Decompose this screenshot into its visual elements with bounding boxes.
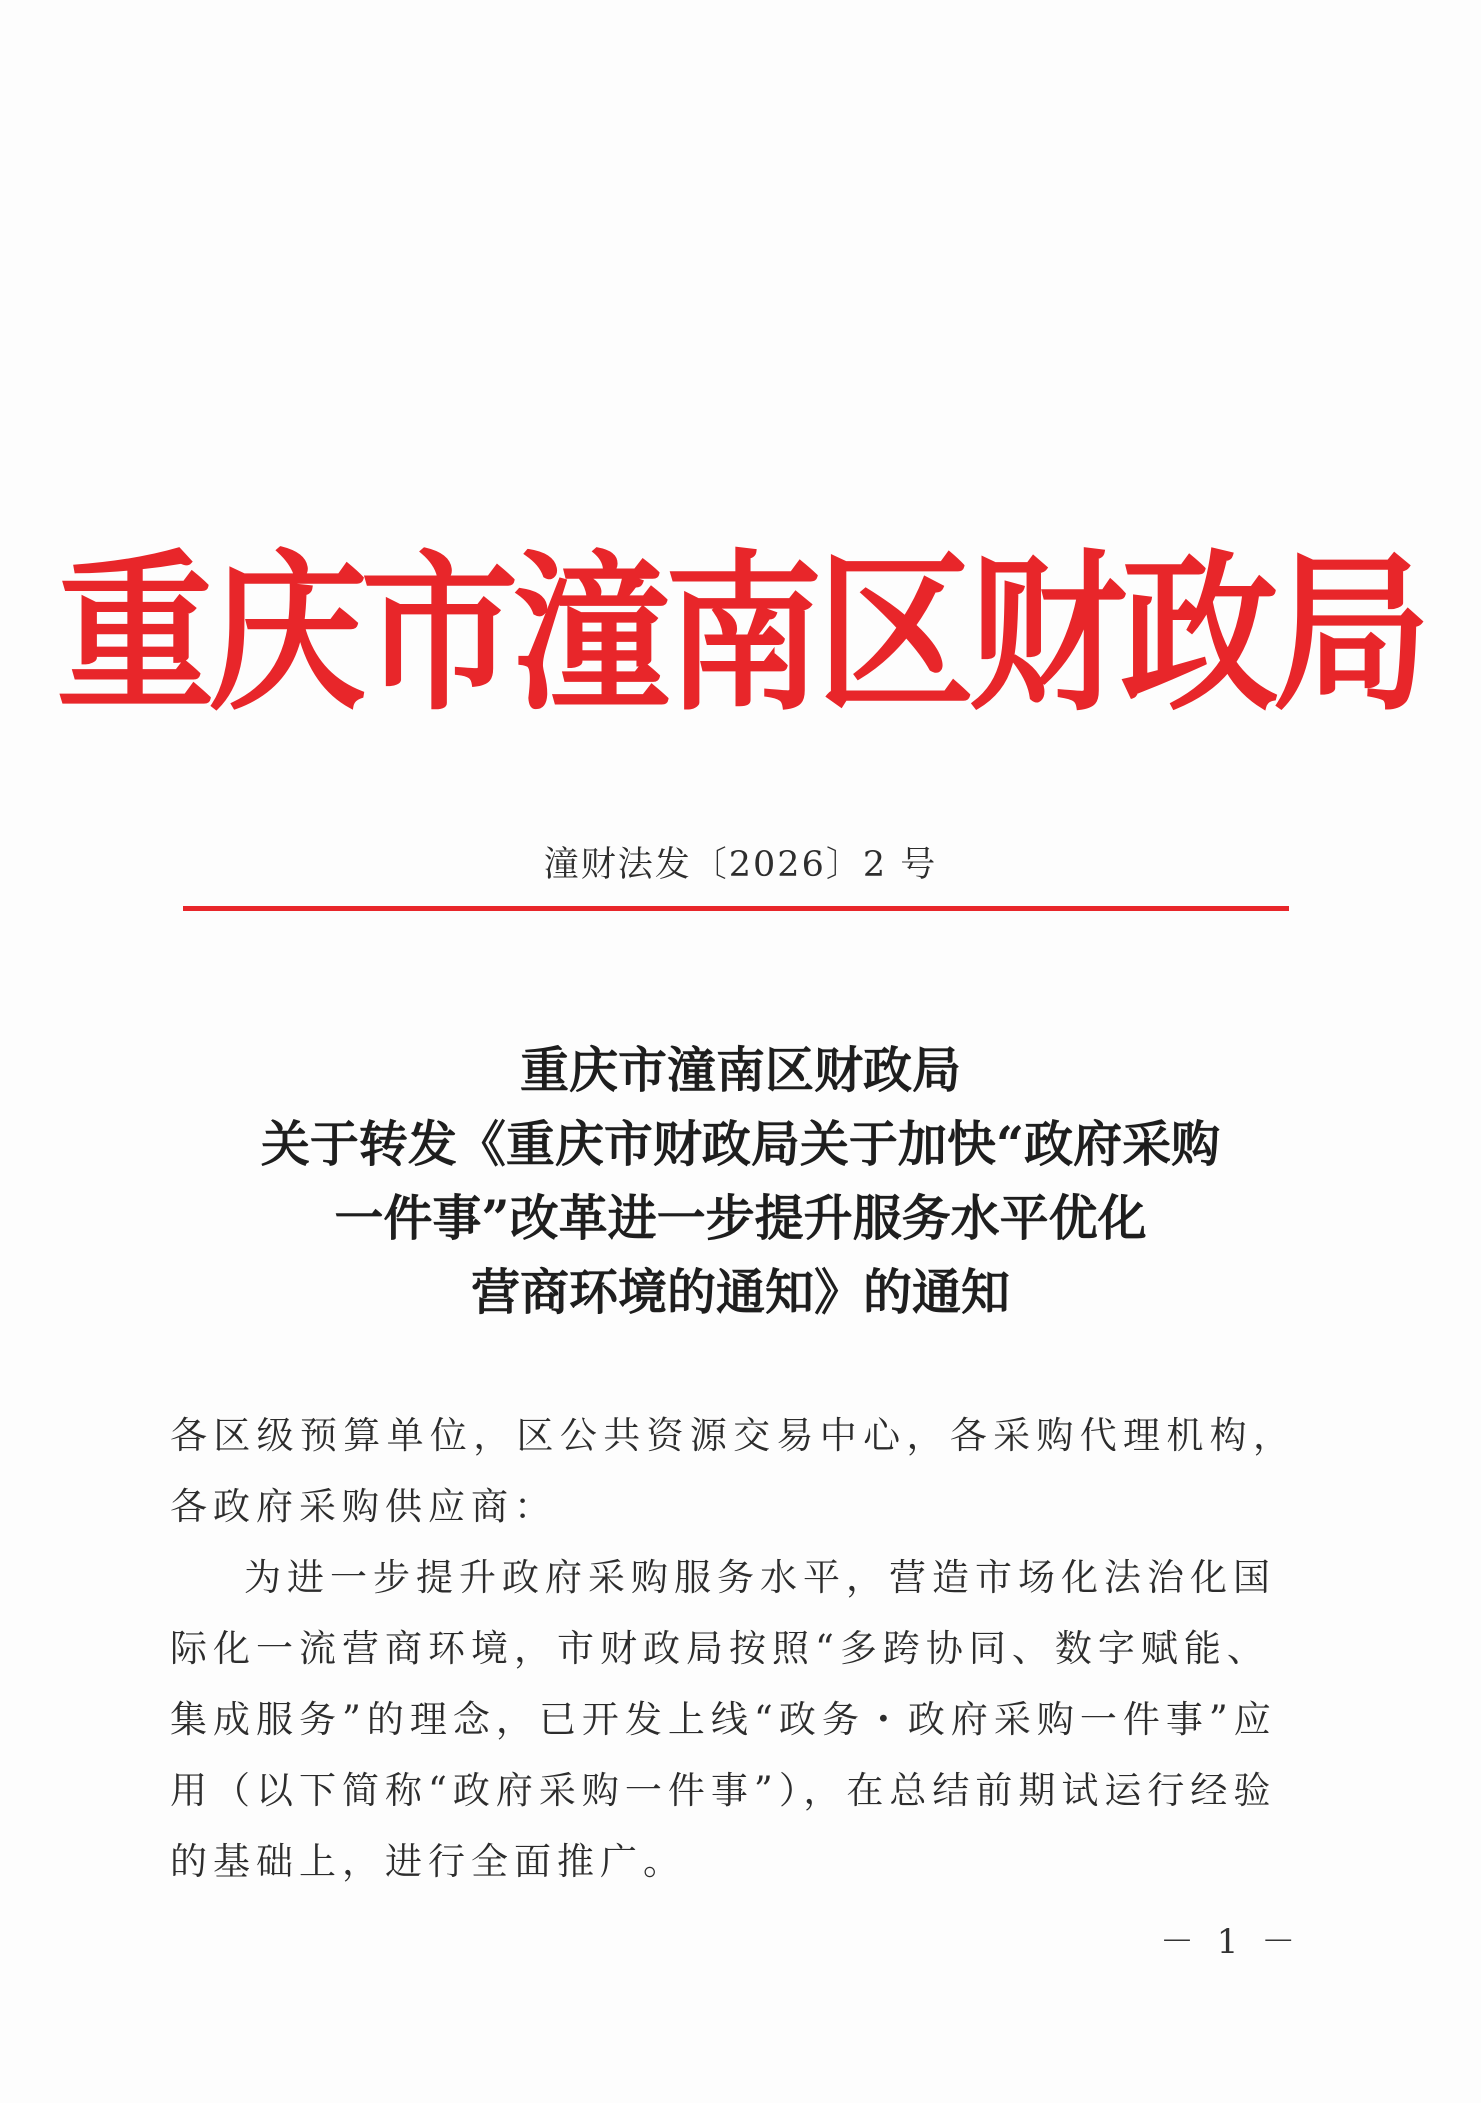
title-line-4: 营商环境的通知》的通知	[470, 1263, 1010, 1321]
document-title	[0, 1033, 1481, 1329]
document-number: 潼财法发〔2026〕2 号	[543, 845, 938, 885]
title-line-1: 重庆市潼南区财政局	[519, 1041, 961, 1099]
body-paragraph: 为进一步提升政府采购服务水平，营造市场化法治化国际化一流营商环境，市财政局按照“多跨协同、数字赋能、集成服务”的理念，已开发上线“政务・政府采购一件事”应用（以下简称“政府采购一件事”），在总结前期试运行经验的基础上，进行全面推广。	[170, 1556, 1277, 1883]
header-divider-line	[183, 906, 1289, 911]
salutation: 各区级预算单位，区公共资源交易中心，各采购代理机构，各政府采购供应商：	[170, 1414, 1296, 1528]
issuing-organization-header: 重庆市潼南区财政局	[56, 534, 1425, 735]
page-number: － 1 －	[1160, 1922, 1302, 1962]
document-body	[170, 1400, 1296, 1897]
title-line-2: 关于转发《重庆市财政局关于加快“政府采购	[260, 1115, 1221, 1173]
title-line-3: 一件事”改革进一步提升服务水平优化	[334, 1189, 1147, 1247]
